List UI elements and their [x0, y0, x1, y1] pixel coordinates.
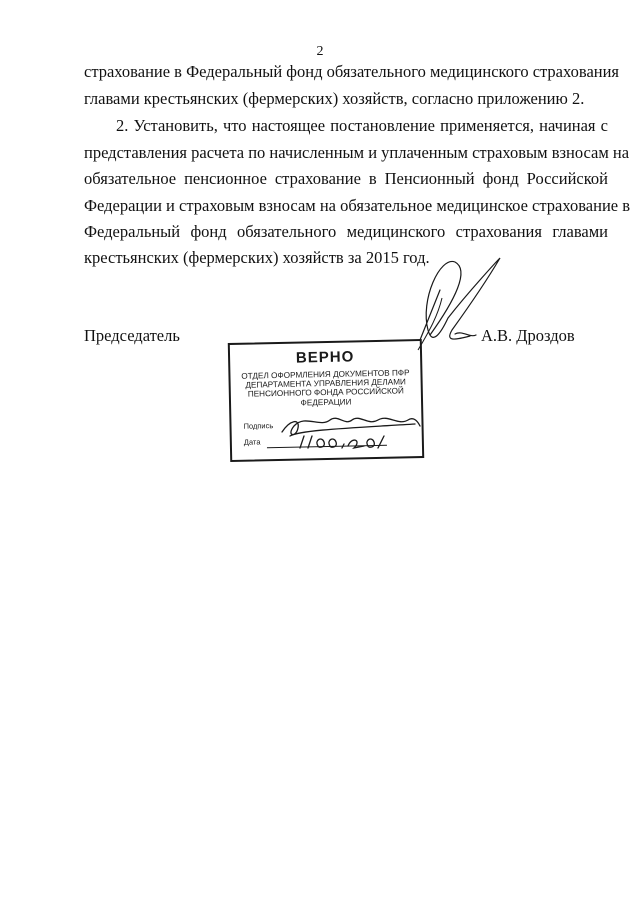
chairman-name: А.В. Дроздов	[481, 326, 575, 345]
certification-stamp	[228, 339, 424, 462]
paragraph1-line1: страхование в Федеральный фонд обязательного медицинского страхования	[84, 62, 620, 81]
paragraph2-line1: 2. Установить, что настоящее постановление применяется, начиная с	[116, 116, 608, 135]
paragraph2-line2: представления расчета по начисленным и уплаченным страховым взносам на	[84, 143, 630, 162]
paragraph2-line4: Федерации и страховым взносам на обязательное медицинское страхование в	[84, 196, 631, 215]
stamp-date-line	[267, 445, 387, 449]
stamp-title: ВЕРНО	[295, 348, 355, 367]
paragraph2-line3: обязательное пенсионное страхование в Пенсионный фонд Российской	[84, 169, 608, 188]
stamp-department: ОТДЕЛ ОФОРМЛЕНИЯ ДОКУМЕНТОВ ПФР ДЕПАРТАМЕНТА УПРАВЛЕНИЯ ДЕЛАМИ ПЕНСИОННОГО ФОНДА РОССИЙСКОЙ ФЕДЕРАЦИИ	[241, 368, 410, 408]
stamp-sign-label: Подпись	[243, 421, 274, 431]
stamp-date-label: Дата	[243, 437, 261, 447]
page-number: 2	[316, 44, 324, 59]
paragraph2-line5: Федеральный фонд обязательного медицинского страхования главами	[84, 222, 608, 241]
chairman-title: Председатель	[84, 326, 180, 345]
paragraph2-line6: крестьянских (фермерских) хозяйств за 2015 год.	[84, 248, 430, 267]
paragraph1-line2: главами крестьянских (фермерских) хозяйств, согласно приложению 2.	[84, 89, 585, 108]
